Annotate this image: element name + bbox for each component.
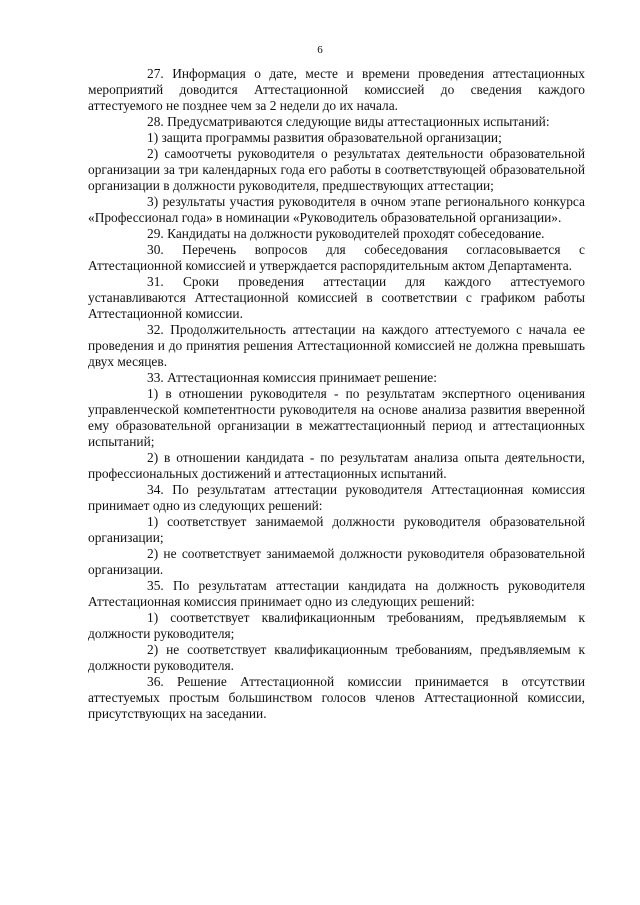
paragraph-28-item-3: 3) результаты участия руководителя в очном этапе регионального конкурса «Профессионал года» в номинации «Руководитель образовательной организации». <box>88 194 585 225</box>
document-body <box>88 66 585 722</box>
paragraph-30: 30. Перечень вопросов для собеседования согласовывается с Аттестационной комиссией и утверждается распорядительным актом Департамента. <box>88 242 585 273</box>
paragraph-32: 32. Продолжительность аттестации на каждого аттестуемого с начала ее проведения и до принятия решения Аттестационной комиссией не должна превышать двух месяцев. <box>88 322 585 369</box>
paragraph-28-item-2: 2) самоотчеты руководителя о результатах деятельности образовательной организации за три календарных года его работы в соответствующей образовательной организации в должности руководителя, предшествующих аттестации; <box>88 146 585 193</box>
paragraph-33: 33. Аттестационная комиссия принимает решение: <box>147 370 437 385</box>
paragraph-35: 35. По результатам аттестации кандидата на должность руководителя Аттестационная комиссия принимает одно из следующих решений: <box>88 578 585 609</box>
paragraph-29: 29. Кандидаты на должности руководителей проходят собеседование. <box>147 226 545 241</box>
paragraph-34: 34. По результатам аттестации руководителя Аттестационная комиссия принимает одно из следующих решений: <box>88 482 585 513</box>
page-number: 6 <box>317 44 323 56</box>
paragraph-31: 31. Сроки проведения аттестации для каждого аттестуемого устанавливаются Аттестационной комиссией в соответствии с графиком работы Аттестационной комиссии. <box>88 274 585 321</box>
paragraph-35-item-2: 2) не соответствует квалификационным требованиям, предъявляемым к должности руководителя. <box>88 642 585 673</box>
paragraph-28: 28. Предусматриваются следующие виды аттестационных испытаний: <box>147 114 550 129</box>
paragraph-33-item-1: 1) в отношении руководителя - по результатам экспертного оценивания управленческой компетентности руководителя на основе анализа развития вверенной ему образовательной организации в межаттестационный период и аттестационных испытаний; <box>88 386 585 449</box>
paragraph-28-item-1: 1) защита программы развития образовательной организации; <box>147 130 502 145</box>
paragraph-36: 36. Решение Аттестационной комиссии принимается в отсутствии аттестуемых простым большинством голосов членов Аттестационной комиссии, присутствующих на заседании. <box>88 674 585 721</box>
paragraph-35-item-1: 1) соответствует квалификационным требованиям, предъявляемым к должности руководителя; <box>88 610 585 641</box>
paragraph-34-item-2: 2) не соответствует занимаемой должности руководителя образовательной организации. <box>88 546 585 577</box>
paragraph-33-item-2: 2) в отношении кандидата - по результатам анализа опыта деятельности, профессиональных достижений и аттестационных испытаний. <box>88 450 585 481</box>
paragraph-34-item-1: 1) соответствует занимаемой должности руководителя образовательной организации; <box>88 514 585 545</box>
paragraph-27: 27. Информация о дате, месте и времени проведения аттестационных мероприятий доводится Аттестационной комиссией до сведения каждого аттестуемого не позднее чем за 2 недели до их начала. <box>88 66 585 113</box>
